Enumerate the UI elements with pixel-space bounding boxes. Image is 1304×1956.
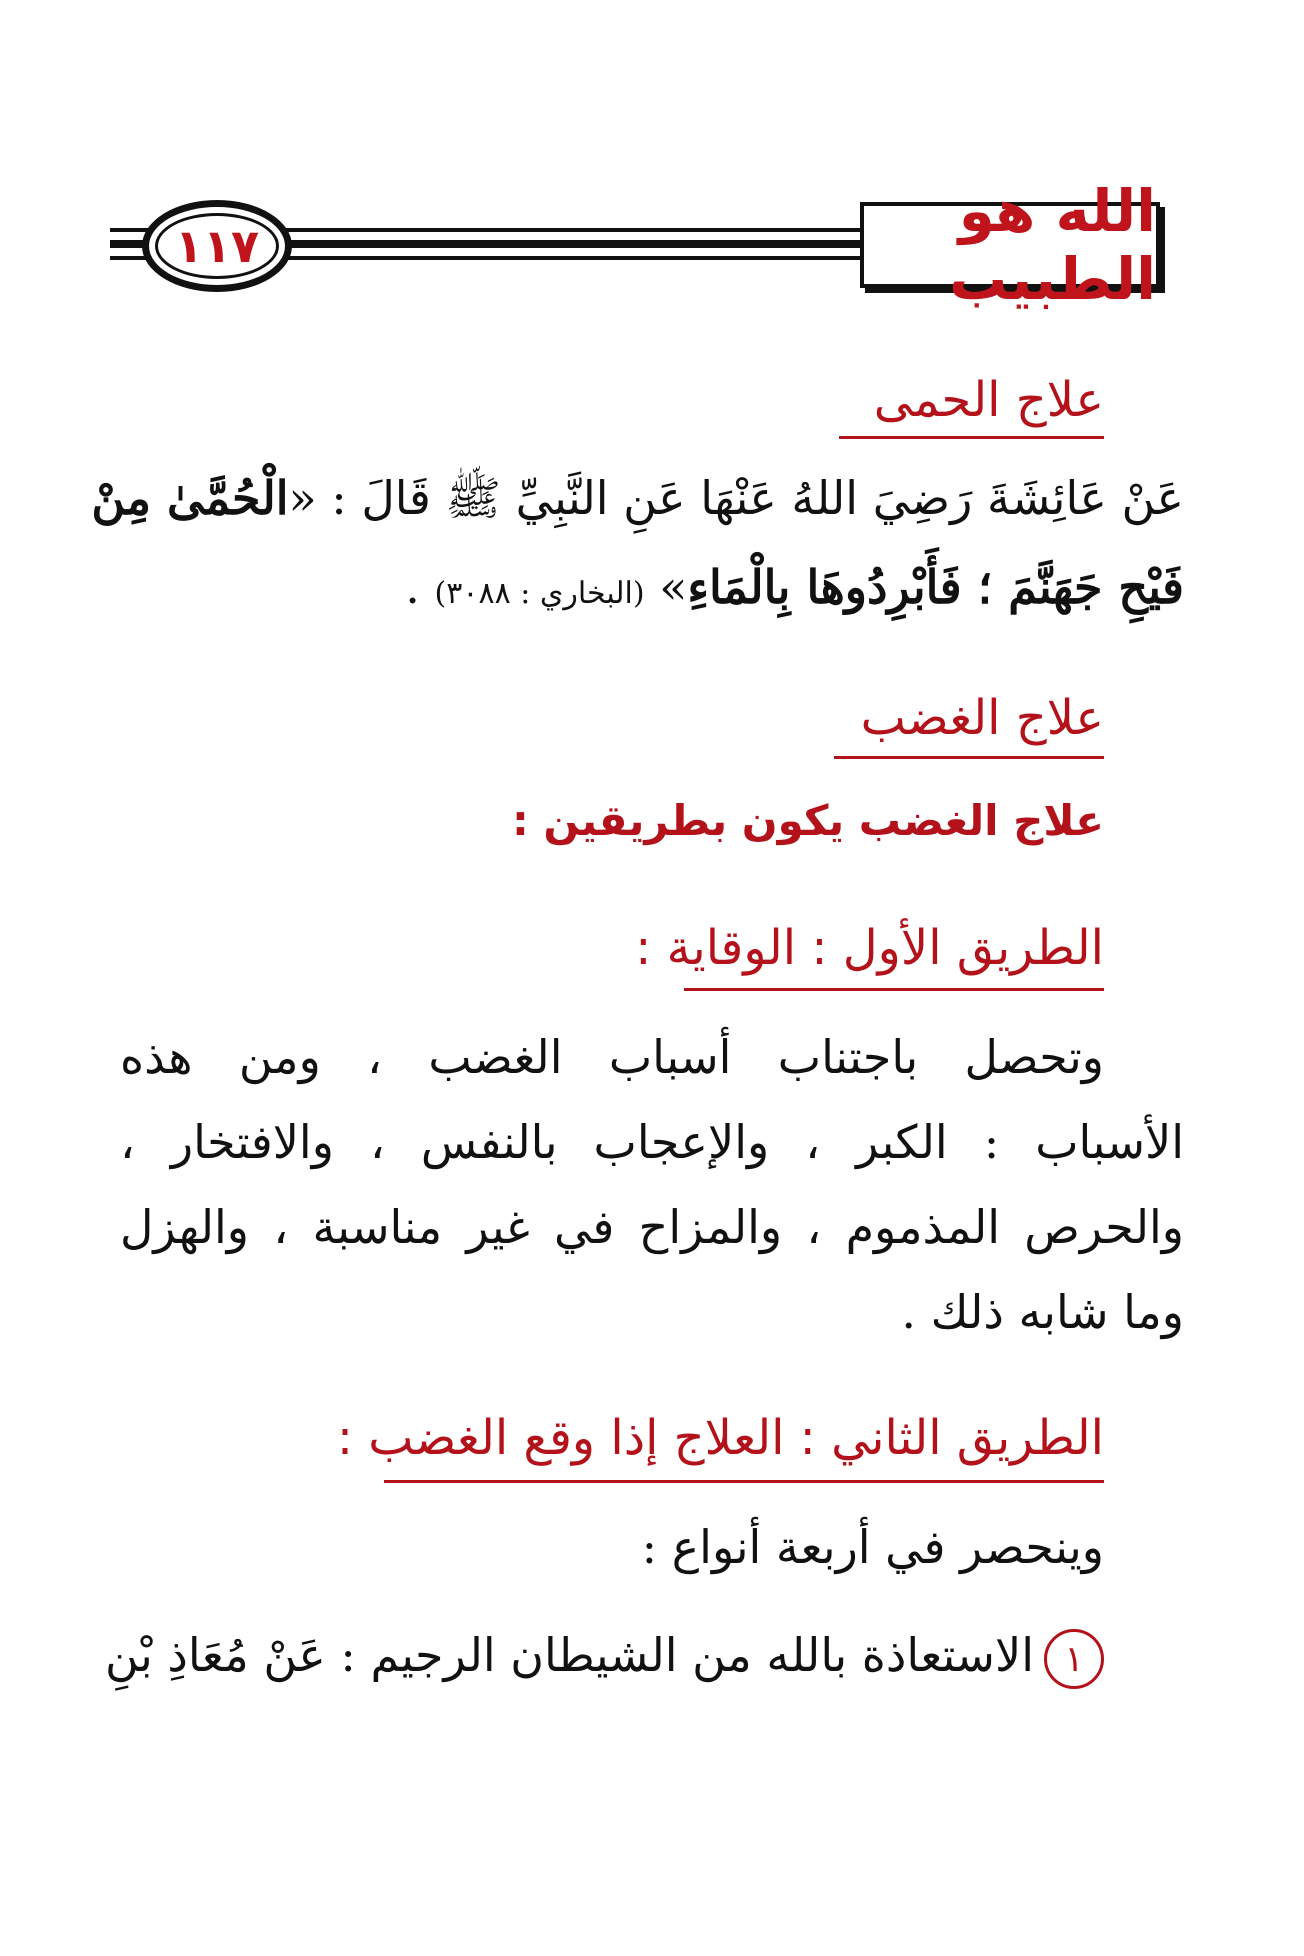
- page-number-badge: [142, 200, 292, 292]
- item-number-circle: ١: [1044, 1629, 1104, 1689]
- way-one-line-2: الأسباب : الكبر ، والإعجاب بالنفس ، والافتخار ،: [120, 1115, 1184, 1169]
- item-1-text: الاستعاذة بالله من الشيطان الرجيم : عَنْ مُعَاذِ بْنِ: [104, 1628, 1034, 1682]
- fever-hadith-quote-start: الْحُمَّىٰ مِنْ: [91, 471, 289, 525]
- fever-heading: علاج الحمى: [873, 372, 1104, 428]
- book-title-box: [860, 177, 1160, 313]
- fever-hadith-end: .: [405, 560, 420, 614]
- anger-subheading: علاج الغضب يكون بطريقين :: [512, 796, 1104, 845]
- fever-hadith-reference: (البخاري : ٣٠٨٨): [434, 576, 645, 611]
- way-one-line-3: والحرص المذموم ، والمزاح في غير مناسبة ، والهزل: [120, 1200, 1184, 1254]
- way-one-heading: الطريق الأول : الوقاية :: [635, 920, 1104, 976]
- fever-hadith-line-2: [405, 560, 1184, 614]
- fever-hadith-line-1: [91, 470, 1184, 537]
- way-two-item-1: [105, 1628, 1104, 1689]
- way-one-line-1: وتحصل باجتناب أسباب الغضب ، ومن هذه: [120, 1030, 1104, 1084]
- fever-hadith-close-quote: »: [659, 560, 688, 614]
- book-title: الله هو الطبيب: [949, 177, 1156, 313]
- way-one-line-4: وما شابه ذلك .: [901, 1285, 1184, 1339]
- fever-hadith-intro: عَنْ عَائِشَةَ رَضِيَ اللهُ عَنْهَا عَنِ النَّبِيِّ ﷺ قَالَ : «: [288, 471, 1184, 525]
- page-number: ١١٧: [174, 219, 260, 273]
- fever-hadith-quote-end: فَيْحِ جَهَنَّمَ ؛ فَأَبْرِدُوهَا بِالْمَاءِ: [687, 560, 1184, 614]
- way-two-heading: الطريق الثاني : العلاج إذا وقع الغضب :: [336, 1410, 1104, 1466]
- anger-heading: علاج الغضب: [860, 690, 1104, 746]
- anger-heading-underline: [834, 756, 1104, 759]
- page-header: [110, 177, 1190, 313]
- fever-heading-underline: [839, 436, 1104, 439]
- way-one-underline: [684, 988, 1104, 991]
- way-two-underline: [384, 1480, 1104, 1483]
- way-two-intro: وينحصر في أربعة أنواع :: [641, 1520, 1104, 1574]
